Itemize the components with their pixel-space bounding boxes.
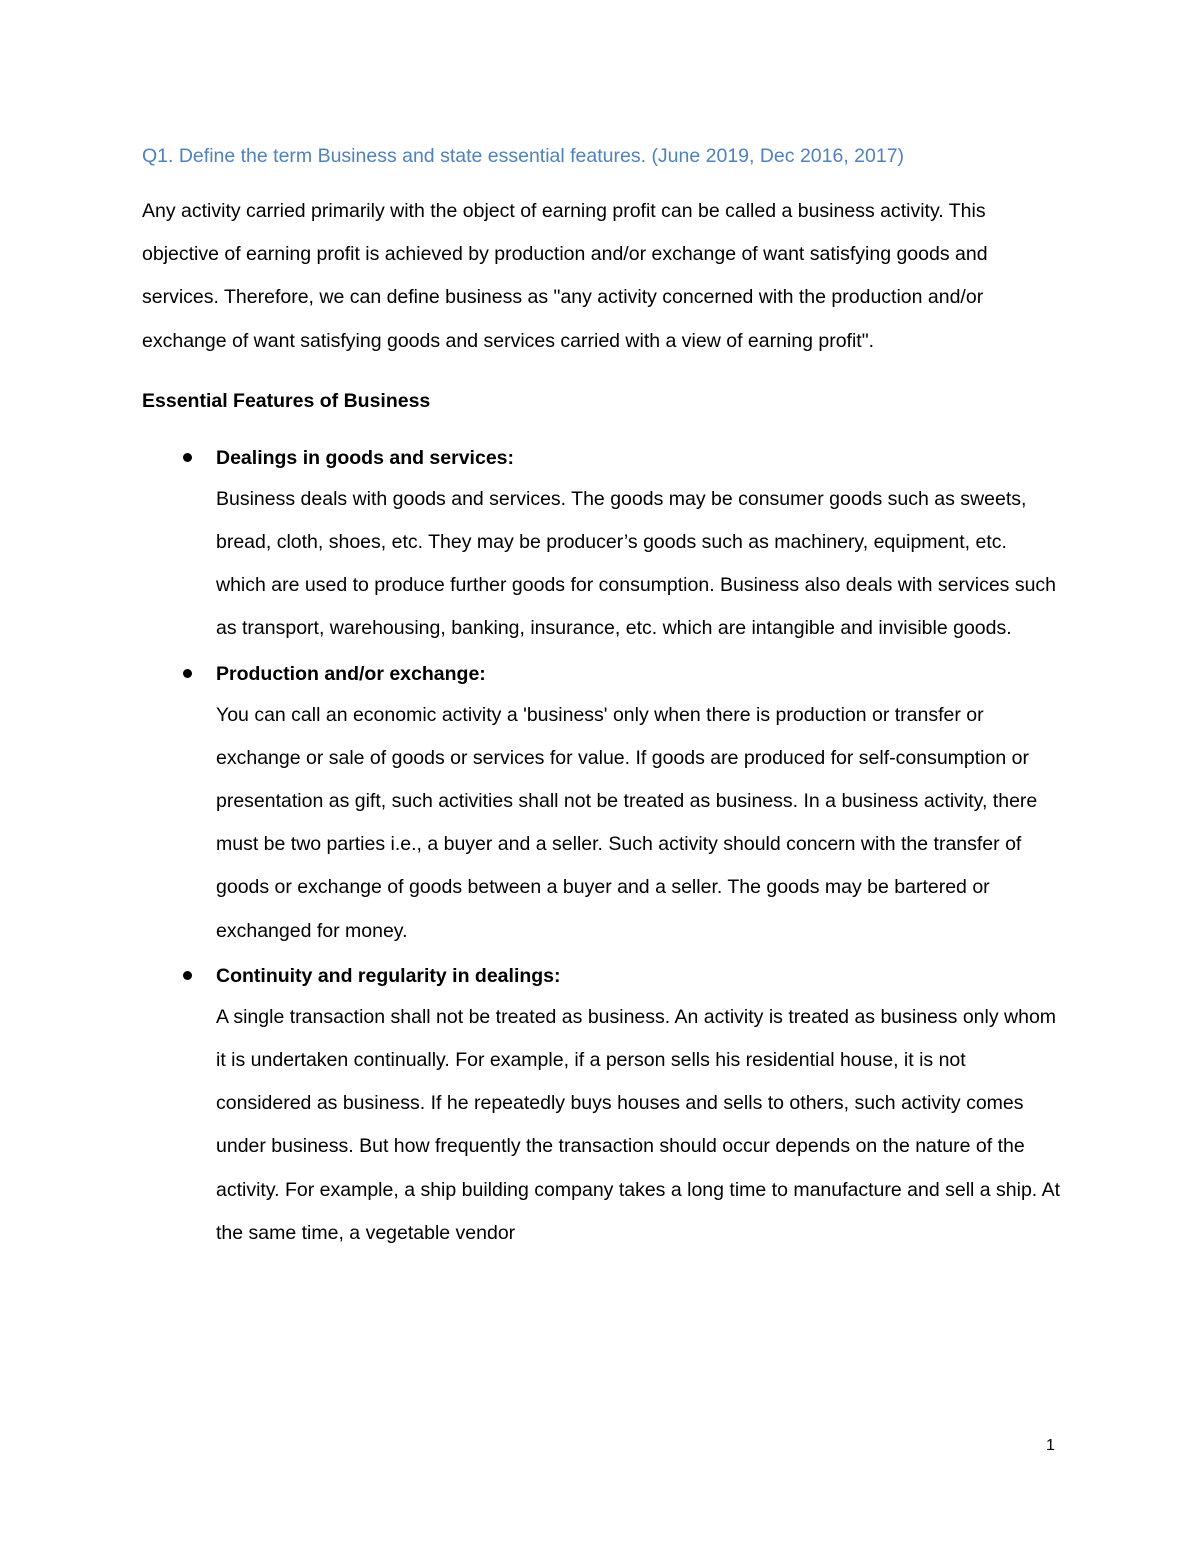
section-heading: Essential Features of Business (142, 389, 431, 412)
feature-item-production (142, 661, 1062, 953)
page-content (142, 140, 1062, 1265)
feature-body: A single transaction shall not be treated as business. An activity is treated as business only whom it is undertaken continually. For example, if a person sells his residential house, it is not considered as business. If he repeatedly buys houses and sells to others, such activity comes under business. But how frequently the transaction should occur depends on the nature of the activity. For example, a ship building company takes a long time to manufacture and sell a ship. At the same time, a vegetable vendor (216, 1005, 1060, 1244)
feature-item-dealings (142, 445, 1062, 651)
feature-title: Continuity and regularity in dealings: (216, 964, 561, 987)
feature-title: Dealings in goods and services: (216, 446, 515, 469)
feature-body: Business deals with goods and services. The goods may be consumer goods such as sweets, bread, cloth, shoes, etc. They may be producer’s goods such as machinery, equipment, etc. which are used to produce further goods for consumption. Business also deals with services such as transport, warehousing, banking, insurance, etc. which are intangible and invisible goods. (216, 487, 1057, 640)
intro-paragraph: Any activity carried primarily with the object of earning profit can be called a business activity. This objective of earning profit is achieved by production and/or exchange of want satisfying goods and services. Therefore, we can define business as "any activity concerned with the production and/or exchange of want satisfying goods and services carried with a view of earning profit". (142, 200, 988, 352)
feature-body: You can call an economic activity a 'business' only when there is production or transfer or exchange or sale of goods or services for value. If goods are produced for self-consumption or presentation as gift, such activities shall not be treated as business. In a business activity, there must be two parties i.e., a buyer and a seller. Such activity should concern with the transfer of goods or exchange of goods between a buyer and a seller. The goods may be bartered or exchanged for money. (216, 703, 1038, 942)
features-list (142, 445, 1062, 1255)
question-heading: Q1. Define the term Business and state essential features. (June 2019, Dec 2016, 2017) (142, 145, 905, 167)
bullet-icon (183, 971, 192, 980)
page-number: 1 (1046, 1437, 1055, 1454)
feature-item-continuity (142, 963, 1062, 1255)
bullet-icon (183, 669, 192, 678)
bullet-icon (183, 453, 192, 462)
feature-title: Production and/or exchange: (216, 662, 486, 685)
